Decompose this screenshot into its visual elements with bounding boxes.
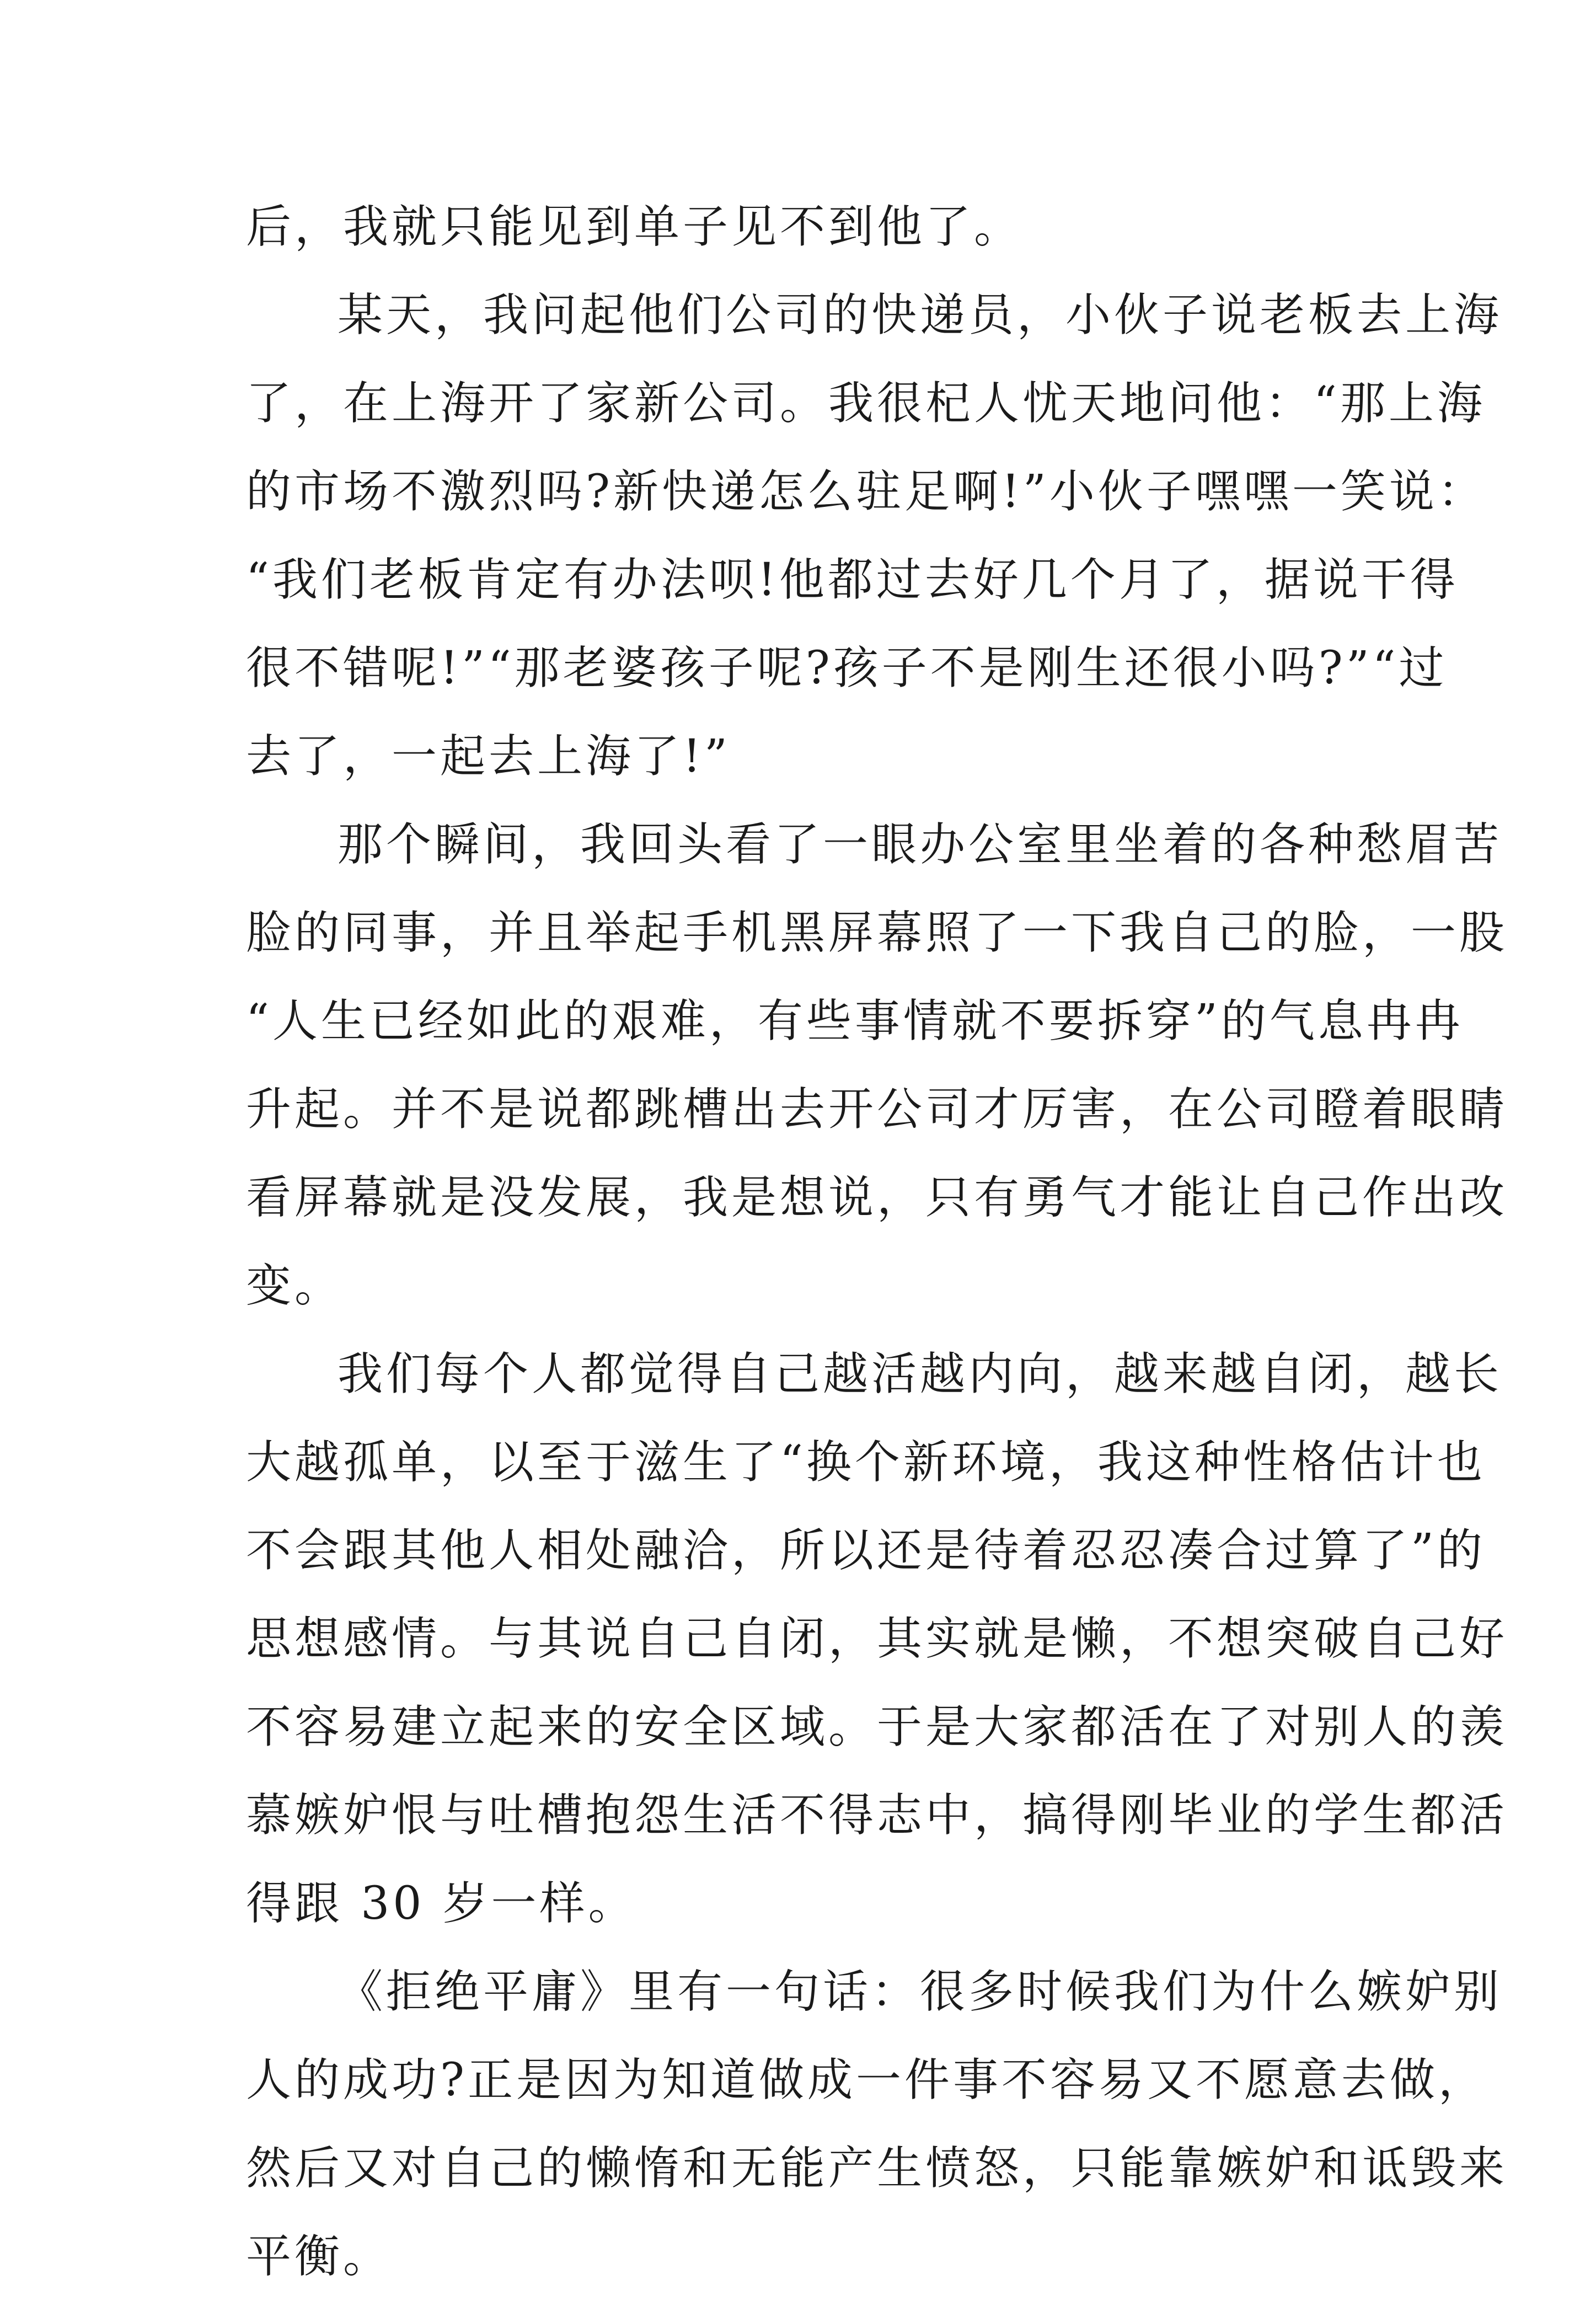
paragraph [246,1330,1508,1948]
text-line: 变。 [246,1260,344,1312]
text-line: 升起。并不是说都跳槽出去开公司才厉害，在公司瞪着眼睛 [246,1083,1508,1136]
paragraph [246,183,1354,271]
text-line: 慕嫉妒恨与吐槽抱怨生活不得志中，搞得刚毕业的学生都活 [246,1789,1508,1842]
text-line: 后，我就只能见到单子见不到他了。 [246,201,1023,253]
paragraph [246,1948,1508,2301]
text-line: 的市场不激烈吗?新快递怎么驻足啊!”小伙子嘿嘿一笑说： [246,465,1486,518]
text-line: 很不错呢!”“那老婆孩子呢?孩子不是刚生还很小吗?”“过 [246,642,1448,694]
text-line: 《拒绝平庸》里有一句话：很多时候我们为什么嫉妒别 [338,1966,1503,2018]
text-line: 思想感情。与其说自己自闭，其实就是懒，不想突破自己好 [246,1613,1508,1665]
text-line: 去了，一起去上海了!” [246,730,731,783]
body-text [246,183,1508,2301]
paragraph [246,801,1508,1330]
text-line: 看屏幕就是没发展，我是想说，只有勇气才能让自己作出改 [246,1171,1508,1224]
text-line: “人生已经如此的艰难，有些事情就不要拆穿”的气息冉冉 [246,995,1464,1047]
text-line: 了，在上海开了家新公司。我很杞人忧天地问他：“那上海 [246,377,1486,430]
text-line: “我们老板肯定有办法呗!他都过去好几个月了，据说干得 [246,554,1459,606]
text-line: 然后又对自己的懒惰和无能产生愤怒，只能靠嫉妒和诋毁来 [246,2142,1508,2195]
text-line: 我们每个人都觉得自己越活越内向，越来越自闭，越长 [338,1348,1503,1400]
text-line: 那个瞬间，我回头看了一眼办公室里坐着的各种愁眉苦 [338,818,1503,871]
text-line: 某天，我问起他们公司的快递员，小伙子说老板去上海 [338,289,1503,341]
text-line: 人的成功?正是因为知道做成一件事不容易又不愿意去做， [246,2054,1487,2106]
text-line: 脸的同事，并且举起手机黑屏幕照了一下我自己的脸，一股 [246,907,1508,959]
text-line: 大越孤单，以至于滋生了“换个新环境，我这种性格估计也 [246,1436,1486,1489]
text-line: 平衡。 [246,2230,392,2283]
text-line: 得跟 30 岁一样。 [246,1877,637,1930]
paragraph [246,271,1503,801]
text-line: 不容易建立起来的安全区域。于是大家都活在了对别人的羡 [246,1701,1508,1753]
text-line: 不会跟其他人相处融洽，所以还是待着忍忍凑合过算了”的 [246,1524,1486,1577]
